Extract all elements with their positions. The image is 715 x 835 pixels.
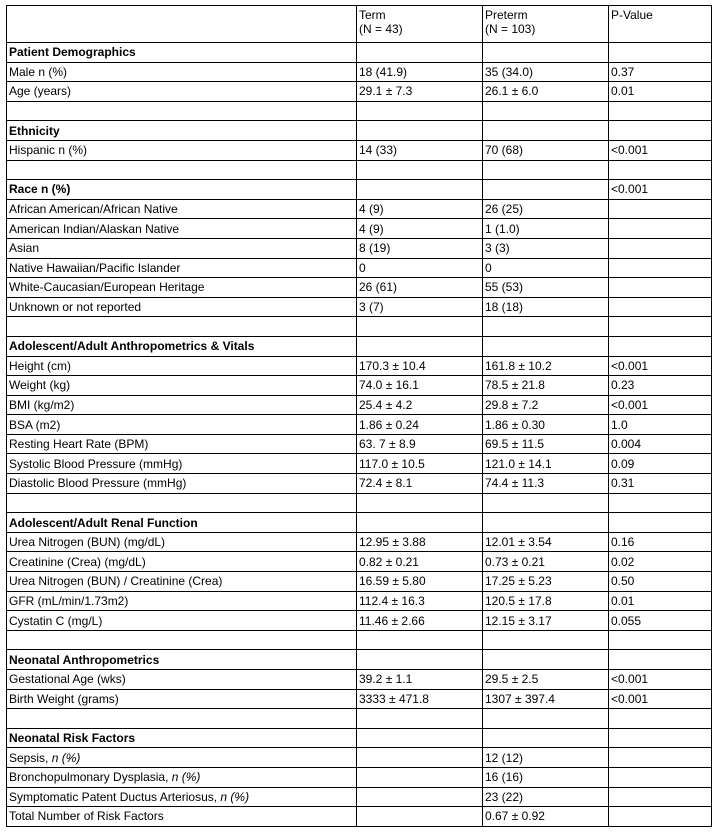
pvalue-cell — [609, 493, 712, 513]
term-value-cell: 0 — [357, 258, 483, 278]
row-label-cell — [7, 278, 357, 298]
row-label: American Indian/Alaskan Native — [9, 221, 180, 236]
term-value-cell: 117.0 ± 10.5 — [357, 454, 483, 474]
row-label: Male n (%) — [9, 64, 68, 79]
row-label-cell — [7, 434, 357, 454]
section-label-cell — [7, 43, 357, 63]
table-row — [7, 356, 712, 376]
row-label-cell — [7, 82, 357, 102]
preterm-value-cell: 12.01 ± 3.54 — [483, 532, 609, 552]
pvalue-cell — [609, 630, 712, 650]
term-value-cell — [357, 160, 483, 180]
section-label-cell — [7, 180, 357, 200]
table-row — [7, 434, 712, 454]
pvalue-cell — [609, 258, 712, 278]
row-label: White-Caucasian/European Heritage — [9, 280, 205, 295]
row-label-cell — [7, 807, 357, 827]
table-row — [7, 454, 712, 474]
section-header-row — [7, 650, 712, 670]
preterm-value-cell: 1307 ± 397.4 — [483, 689, 609, 709]
term-value-cell: 3333 ± 471.8 — [357, 689, 483, 709]
term-value-cell — [357, 630, 483, 650]
pvalue-cell — [609, 101, 712, 121]
row-label-cell — [7, 689, 357, 709]
spacer-row — [7, 101, 712, 121]
row-label-cell — [7, 297, 357, 317]
term-value-cell — [357, 709, 483, 729]
row-label-cell — [7, 415, 357, 435]
pvalue-cell — [609, 219, 712, 239]
table-row — [7, 238, 712, 258]
pvalue-cell — [609, 160, 712, 180]
preterm-value-cell: 1.86 ± 0.30 — [483, 415, 609, 435]
row-label: Birth Weight (grams) — [9, 691, 119, 706]
header-term-cell — [357, 6, 483, 43]
preterm-value-cell: 69.5 ± 11.5 — [483, 434, 609, 454]
term-value-cell: 170.3 ± 10.4 — [357, 356, 483, 376]
row-label: Hispanic n (%) — [9, 143, 88, 158]
preterm-value-cell — [483, 336, 609, 356]
row-label-unit: n (%) — [51, 750, 81, 765]
table-row — [7, 395, 712, 415]
pvalue-cell — [609, 767, 712, 787]
table-row — [7, 199, 712, 219]
section-label-cell — [7, 728, 357, 748]
preterm-value-cell — [483, 650, 609, 670]
preterm-value-cell — [483, 160, 609, 180]
row-label-cell — [7, 140, 357, 160]
table-row — [7, 591, 712, 611]
spacer-row — [7, 709, 712, 729]
row-label: Sepsis, — [9, 750, 52, 765]
preterm-value-cell: 3 (3) — [483, 238, 609, 258]
table-row — [7, 807, 712, 827]
preterm-value-cell — [483, 180, 609, 200]
term-value-cell — [357, 807, 483, 827]
row-label: Cystatin C (mg/L) — [9, 613, 103, 628]
row-label: Resting Heart Rate (BPM) — [9, 437, 149, 452]
preterm-value-cell: 18 (18) — [483, 297, 609, 317]
term-value-cell: 3 (7) — [357, 297, 483, 317]
pvalue-cell: <0.001 — [609, 140, 712, 160]
row-label: Ethnicity — [9, 123, 60, 138]
header-term-count: (N = 43) — [359, 22, 403, 36]
row-label: Race n (%) — [9, 182, 71, 197]
row-label-cell — [7, 219, 357, 239]
preterm-value-cell: 29.5 ± 2.5 — [483, 670, 609, 690]
term-value-cell: 74.0 ± 16.1 — [357, 376, 483, 396]
term-value-cell — [357, 513, 483, 533]
row-label-cell — [7, 572, 357, 592]
table-row — [7, 62, 712, 82]
pvalue-cell: 0.23 — [609, 376, 712, 396]
term-value-cell — [357, 101, 483, 121]
preterm-value-cell — [483, 121, 609, 141]
row-label: African American/African Native — [9, 202, 178, 217]
document-page — [6, 5, 712, 827]
term-value-cell: 72.4 ± 8.1 — [357, 474, 483, 494]
term-value-cell — [357, 787, 483, 807]
term-value-cell: 25.4 ± 4.2 — [357, 395, 483, 415]
preterm-value-cell: 26 (25) — [483, 199, 609, 219]
pvalue-cell: 0.37 — [609, 62, 712, 82]
preterm-value-cell: 17.25 ± 5.23 — [483, 572, 609, 592]
table-body — [7, 43, 712, 827]
row-label: Creatinine (Crea) (mg/dL) — [9, 554, 146, 569]
row-label-cell — [7, 62, 357, 82]
section-header-row — [7, 336, 712, 356]
table-header-row — [7, 6, 712, 43]
row-label-cell — [7, 238, 357, 258]
section-label-cell — [7, 650, 357, 670]
preterm-value-cell — [483, 493, 609, 513]
term-value-cell: 26 (61) — [357, 278, 483, 298]
row-label-cell — [7, 160, 357, 180]
pvalue-cell: 0.31 — [609, 474, 712, 494]
pvalue-cell — [609, 748, 712, 768]
term-value-cell — [357, 493, 483, 513]
term-value-cell — [357, 336, 483, 356]
row-label: BMI (kg/m2) — [9, 397, 75, 412]
preterm-value-cell: 23 (22) — [483, 787, 609, 807]
table-row — [7, 258, 712, 278]
row-label-cell — [7, 101, 357, 121]
section-label-cell — [7, 513, 357, 533]
term-value-cell — [357, 748, 483, 768]
pvalue-cell — [609, 317, 712, 337]
pvalue-cell: 0.055 — [609, 611, 712, 631]
row-label: GFR (mL/min/1.73m2) — [9, 593, 129, 608]
pvalue-cell: 0.01 — [609, 82, 712, 102]
table-row — [7, 552, 712, 572]
spacer-row — [7, 317, 712, 337]
row-label-cell — [7, 630, 357, 650]
pvalue-cell — [609, 807, 712, 827]
pvalue-cell: <0.001 — [609, 395, 712, 415]
row-label: Neonatal Anthropometrics — [9, 652, 160, 667]
table-row — [7, 82, 712, 102]
row-label: Gestational Age (wks) — [9, 672, 126, 687]
term-value-cell — [357, 650, 483, 670]
pvalue-cell — [609, 709, 712, 729]
pvalue-cell: <0.001 — [609, 356, 712, 376]
term-value-cell: 8 (19) — [357, 238, 483, 258]
preterm-value-cell: 0.73 ± 0.21 — [483, 552, 609, 572]
row-label-cell — [7, 376, 357, 396]
term-value-cell: 18 (41.9) — [357, 62, 483, 82]
row-label-cell — [7, 532, 357, 552]
table-row — [7, 376, 712, 396]
row-label-cell — [7, 787, 357, 807]
section-label-cell — [7, 336, 357, 356]
preterm-value-cell — [483, 709, 609, 729]
table-row — [7, 415, 712, 435]
preterm-value-cell — [483, 43, 609, 63]
preterm-value-cell: 161.8 ± 10.2 — [483, 356, 609, 376]
header-blank-cell — [7, 6, 357, 43]
pvalue-cell — [609, 297, 712, 317]
row-label-cell — [7, 395, 357, 415]
term-value-cell: 11.46 ± 2.66 — [357, 611, 483, 631]
pvalue-cell: <0.001 — [609, 689, 712, 709]
pvalue-cell: 0.02 — [609, 552, 712, 572]
row-label-cell — [7, 317, 357, 337]
row-label: Neonatal Risk Factors — [9, 731, 136, 746]
pvalue-cell — [609, 650, 712, 670]
row-label-unit: n (%) — [171, 770, 201, 785]
section-header-row — [7, 180, 712, 200]
term-value-cell — [357, 767, 483, 787]
row-label: Patient Demographics — [9, 45, 136, 60]
section-header-row — [7, 728, 712, 748]
row-label: Bronchopulmonary Dysplasia, — [9, 770, 172, 785]
section-header-row — [7, 513, 712, 533]
row-label: Total Number of Risk Factors — [9, 809, 164, 824]
term-value-cell — [357, 317, 483, 337]
term-value-cell: 0.82 ± 0.21 — [357, 552, 483, 572]
row-label-cell — [7, 748, 357, 768]
row-label: BSA (m2) — [9, 417, 61, 432]
preterm-value-cell: 0 — [483, 258, 609, 278]
term-value-cell: 112.4 ± 16.3 — [357, 591, 483, 611]
table-row — [7, 532, 712, 552]
preterm-value-cell: 70 (68) — [483, 140, 609, 160]
preterm-value-cell: 35 (34.0) — [483, 62, 609, 82]
row-label: Urea Nitrogen (BUN) (mg/dL) — [9, 535, 166, 550]
table-row — [7, 297, 712, 317]
table-row — [7, 219, 712, 239]
preterm-value-cell: 121.0 ± 14.1 — [483, 454, 609, 474]
row-label-cell — [7, 670, 357, 690]
table-row — [7, 278, 712, 298]
pvalue-cell: <0.001 — [609, 670, 712, 690]
term-value-cell: 4 (9) — [357, 219, 483, 239]
term-value-cell: 4 (9) — [357, 199, 483, 219]
term-value-cell — [357, 43, 483, 63]
pvalue-cell — [609, 121, 712, 141]
header-preterm-label: Preterm — [485, 8, 528, 22]
preterm-value-cell — [483, 317, 609, 337]
term-value-cell — [357, 121, 483, 141]
term-value-cell: 16.59 ± 5.80 — [357, 572, 483, 592]
row-label: Systolic Blood Pressure (mmHg) — [9, 456, 183, 471]
preterm-value-cell — [483, 630, 609, 650]
table-row — [7, 767, 712, 787]
preterm-value-cell — [483, 513, 609, 533]
table-row — [7, 689, 712, 709]
row-label-cell — [7, 199, 357, 219]
row-label: Asian — [9, 241, 40, 256]
row-label: Symptomatic Patent Ductus Arteriosus, — [9, 789, 221, 804]
pvalue-cell: 1.0 — [609, 415, 712, 435]
row-label: Height (cm) — [9, 358, 72, 373]
row-label-cell — [7, 474, 357, 494]
section-header-row — [7, 121, 712, 141]
preterm-value-cell — [483, 101, 609, 121]
row-label: Unknown or not reported — [9, 300, 142, 315]
table-row — [7, 140, 712, 160]
header-term-label: Term — [359, 8, 386, 22]
preterm-value-cell: 1 (1.0) — [483, 219, 609, 239]
term-value-cell: 63. 7 ± 8.9 — [357, 434, 483, 454]
pvalue-cell — [609, 787, 712, 807]
preterm-value-cell: 29.8 ± 7.2 — [483, 395, 609, 415]
preterm-value-cell: 78.5 ± 21.8 — [483, 376, 609, 396]
pvalue-cell: 0.50 — [609, 572, 712, 592]
pvalue-cell — [609, 278, 712, 298]
spacer-row — [7, 160, 712, 180]
table-row — [7, 572, 712, 592]
row-label: Urea Nitrogen (BUN) / Creatinine (Crea) — [9, 574, 223, 589]
table-row — [7, 611, 712, 631]
table-row — [7, 748, 712, 768]
section-header-row — [7, 43, 712, 63]
pvalue-cell: 0.16 — [609, 532, 712, 552]
row-label-cell — [7, 552, 357, 572]
term-value-cell: 29.1 ± 7.3 — [357, 82, 483, 102]
pvalue-cell: 0.09 — [609, 454, 712, 474]
preterm-value-cell: 12.15 ± 3.17 — [483, 611, 609, 631]
table-row — [7, 670, 712, 690]
row-label-cell — [7, 767, 357, 787]
term-value-cell: 12.95 ± 3.88 — [357, 532, 483, 552]
term-value-cell: 39.2 ± 1.1 — [357, 670, 483, 690]
row-label: Native Hawaiian/Pacific Islander — [9, 260, 181, 275]
pvalue-cell: 0.004 — [609, 434, 712, 454]
row-label: Diastolic Blood Pressure (mmHg) — [9, 476, 187, 491]
row-label-cell — [7, 709, 357, 729]
term-value-cell — [357, 728, 483, 748]
preterm-value-cell — [483, 728, 609, 748]
spacer-row — [7, 630, 712, 650]
spacer-row — [7, 493, 712, 513]
row-label-cell — [7, 493, 357, 513]
row-label-cell — [7, 591, 357, 611]
preterm-value-cell: 55 (53) — [483, 278, 609, 298]
row-label: Adolescent/Adult Renal Function — [9, 515, 198, 530]
row-label-unit: n (%) — [220, 789, 250, 804]
patient-characteristics-table — [6, 5, 712, 827]
term-value-cell: 14 (33) — [357, 140, 483, 160]
pvalue-cell — [609, 728, 712, 748]
preterm-value-cell: 120.5 ± 17.8 — [483, 591, 609, 611]
header-preterm-count: (N = 103) — [485, 22, 536, 36]
term-value-cell — [357, 180, 483, 200]
term-value-cell: 1.86 ± 0.24 — [357, 415, 483, 435]
row-label-cell — [7, 258, 357, 278]
pvalue-cell: <0.001 — [609, 180, 712, 200]
preterm-value-cell: 26.1 ± 6.0 — [483, 82, 609, 102]
header-pvalue-cell: P-Value — [609, 6, 712, 43]
header-preterm-cell — [483, 6, 609, 43]
section-label-cell — [7, 121, 357, 141]
pvalue-cell — [609, 238, 712, 258]
row-label-cell — [7, 454, 357, 474]
row-label: Adolescent/Adult Anthropometrics & Vitals — [9, 339, 255, 354]
preterm-value-cell: 12 (12) — [483, 748, 609, 768]
row-label: Weight (kg) — [9, 378, 71, 393]
row-label-cell — [7, 356, 357, 376]
pvalue-cell — [609, 336, 712, 356]
table-row — [7, 474, 712, 494]
preterm-value-cell: 0.67 ± 0.92 — [483, 807, 609, 827]
table-row — [7, 787, 712, 807]
pvalue-cell — [609, 513, 712, 533]
preterm-value-cell: 74.4 ± 11.3 — [483, 474, 609, 494]
preterm-value-cell: 16 (16) — [483, 767, 609, 787]
row-label: Age (years) — [9, 84, 72, 99]
pvalue-cell — [609, 199, 712, 219]
row-label-cell — [7, 611, 357, 631]
pvalue-cell: 0.01 — [609, 591, 712, 611]
pvalue-cell — [609, 43, 712, 63]
